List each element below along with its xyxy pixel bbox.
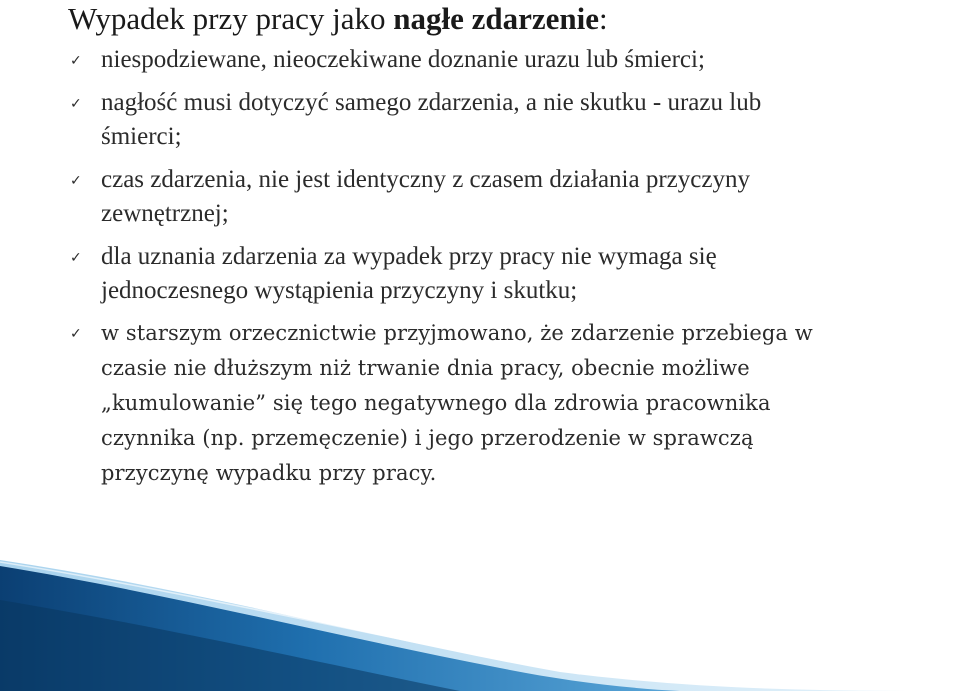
list-item-line: dla uznania zdarzenia za wypadek przy pracy nie wymaga się xyxy=(101,243,717,270)
checkmark-icon: ✓ xyxy=(70,250,82,266)
title-bold: nagłe zdarzenie xyxy=(393,1,599,36)
title-suffix: : xyxy=(598,1,608,36)
list-item-line: zewnętrznej; xyxy=(101,200,229,227)
checkmark-icon: ✓ xyxy=(70,173,82,189)
title-prefix: Wypadek przy pracy jako xyxy=(68,1,394,36)
list-item-line: nagłość musi dotyczyć samego zdarzenia, a nie skutku - urazu lub xyxy=(101,89,762,116)
checkmark-icon: ✓ xyxy=(70,326,82,342)
list-item-line: czas zdarzenia, nie jest identyczny z czasem działania przyczyny xyxy=(101,166,750,193)
list-item-line: jednoczesnego wystąpienia przyczyny i skutku; xyxy=(101,277,578,304)
list-item-line: przyczynę wypadku przy pracy. xyxy=(101,461,437,485)
list-item-line: niespodziewane, nieoczekiwane doznanie urazu lub śmierci; xyxy=(101,46,705,73)
list-item-line: czynnika (np. przemęczenie) i jego przerodzenie w sprawczą xyxy=(101,426,754,450)
list-item-line: w starszym orzecznictwie przyjmowano, że zdarzenie przebiega w xyxy=(101,321,813,345)
checkmark-icon: ✓ xyxy=(70,96,82,112)
list-item-line: śmierci; xyxy=(101,123,182,150)
list-item-line: czasie nie dłuższym niż trwanie dnia pracy, obecnie możliwe xyxy=(101,356,750,380)
list-item-line: „kumulowanie” się tego negatywnego dla zdrowia pracownika xyxy=(101,391,771,415)
checkmark-icon: ✓ xyxy=(70,53,82,69)
